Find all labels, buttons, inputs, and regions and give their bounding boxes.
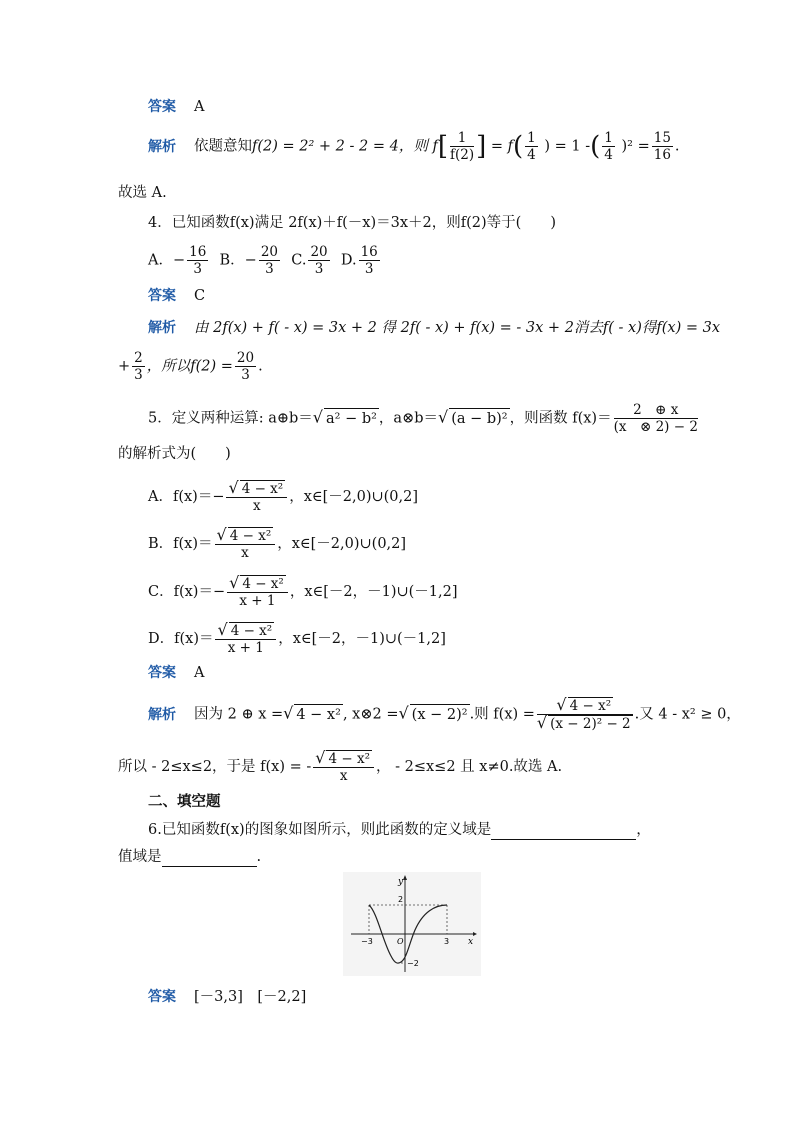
q3-eq-one: ) = 1 -: [544, 138, 591, 155]
q3-answer: A: [194, 99, 205, 115]
x-axis-label: x: [468, 937, 474, 947]
analysis-tag: 解析: [148, 706, 176, 723]
q5-stem-line2: 的解析式为( ): [118, 446, 231, 462]
q5-answer-line: [148, 663, 204, 683]
q5-analysis-line2: 所以 - 2≤x≤2，于是 f(x) = - $\frac{\text{√ 4 − x²}}{x}$ ， - 2≤x≤2 且 x≠0.故选 A.: [118, 748, 563, 784]
q5-def-frac: $\frac{2 \oplus x}{(x \otimes 2) - 2}$: [613, 402, 698, 435]
x-tick-3: 3: [444, 937, 450, 946]
q4-option-d: D.: [340, 252, 357, 269]
y-tick-neg2: −2: [407, 959, 419, 968]
answer-tag: 答案: [148, 989, 176, 1005]
q5-option-c: C．f(x)＝− $\frac{\text{√ 4 − x²}}{x + 1}$ ，x∈[－2，－1)∪(－1,2]: [148, 573, 458, 609]
q4-analysis-text: 由 2f(x) + f( - x) = 3x + 2 得 2f( - x) + f(x) = - 3x + 2消去f( - x)得f(x) = 3x: [194, 320, 721, 336]
function-graph: [343, 872, 481, 976]
q6-blank-domain[interactable]: [491, 825, 636, 840]
q6-answer: [－3,3] [－2,2]: [194, 989, 307, 1005]
q3-frac-3: $\frac{1}{4}$: [604, 130, 613, 163]
q3-analysis-expr: f(2) = 2² + 2 - 2 = 4，则: [252, 138, 428, 155]
q4-option-a: A．−: [148, 252, 186, 269]
q3-eq-f: = f: [490, 138, 514, 155]
q4-analysis-line1: [148, 318, 720, 338]
q4-options: A．− $\frac{16}{3}$ B．− $\frac{20}{3}$ C. $\frac{20}{3}$ D. $\frac{16}{3}$: [148, 244, 378, 277]
x-tick-neg3: −3: [361, 937, 373, 946]
q3-sq: )² =: [621, 138, 650, 155]
answer-tag: 答案: [148, 288, 176, 304]
q5-answer: A: [194, 665, 205, 681]
q4-answer: C: [194, 288, 206, 304]
y-tick-2: 2: [398, 895, 404, 904]
q4-stem: 4．已知函数f(x)满足 2f(x)＋f(－x)＝3x＋2，则f(2)等于( ): [148, 215, 556, 231]
q4-analysis-line2: + $\frac{2}{3}$ ，所以f(2) = $\frac{20}{3}$ .: [118, 350, 263, 383]
q5-option-a: A．f(x)＝− $\frac{\text{√ 4 − x²}}{x}$ ，x∈[－2,0)∪(0,2]: [148, 478, 419, 514]
q3-analysis-prefix: 依题意知: [194, 138, 252, 155]
q5-option-d: D．f(x)＝ $\frac{\text{√ 4 − x²}}{x + 1}$ ，x∈[－2，－1)∪(－1,2]: [148, 620, 446, 656]
q5-stem: 5．定义两种运算: a⊕b＝√ a² − b² ，a⊗b＝√ (a − b)² ，则函数 f(x)＝ $\frac{2 \oplus x}{(x \otimes 2) - 2}$: [148, 402, 698, 435]
q4-option-b: B．−: [219, 252, 257, 269]
q3-answer-line: [148, 97, 204, 117]
section-title: 二、填空题: [148, 794, 221, 810]
answer-tag: 答案: [148, 99, 176, 115]
q4-answer-line: [148, 286, 205, 306]
q5-analysis-line1: 解析 因为 2 ⊕ x =√ 4 − x² , x⊗2 =√ (x − 2)² .则 f(x) = $\frac{\text{√ 4 − x²}}{\text{√ (x − 2)² − 2}}$ .又 4 - x² ≥ 0，: [148, 695, 741, 732]
q3-tail: 故选 A.: [118, 185, 167, 201]
q6-stem-line2: 值域是 .: [118, 849, 262, 865]
y-axis-label: y: [398, 877, 404, 887]
answer-tag: 答案: [148, 665, 176, 681]
q6-stem-line1: 6.已知函数f(x)的图象如图所示，则此函数的定义域是 ，: [148, 822, 651, 838]
q6-blank-range[interactable]: [162, 852, 257, 867]
q3-frac-result: $\frac{15}{16}$: [653, 130, 671, 163]
analysis-tag: 解析: [148, 320, 176, 336]
q3-analysis-line: 解析 依题意知f(2) = 2² + 2 - 2 = 4，则 f[ $\frac{1}{f(2)}$ ] = f( $\frac{1}{4}$ ) = 1 -( $\frac{1}{4}$ )² = $\frac{15}{16}$ .: [148, 130, 680, 163]
q3-f: f: [432, 138, 438, 155]
q5-option-b: B．f(x)＝ $\frac{\text{√ 4 − x²}}{x}$ ，x∈[－2,0)∪(0,2]: [148, 525, 407, 561]
q3-frac-1: $\frac{1}{f(2)}$: [449, 130, 475, 163]
origin-label: O: [397, 937, 404, 946]
q6-answer-line: [148, 987, 306, 1007]
q3-frac-2: $\frac{1}{4}$: [527, 130, 536, 163]
analysis-tag: 解析: [148, 138, 176, 155]
q4-option-c: C.: [291, 252, 307, 269]
